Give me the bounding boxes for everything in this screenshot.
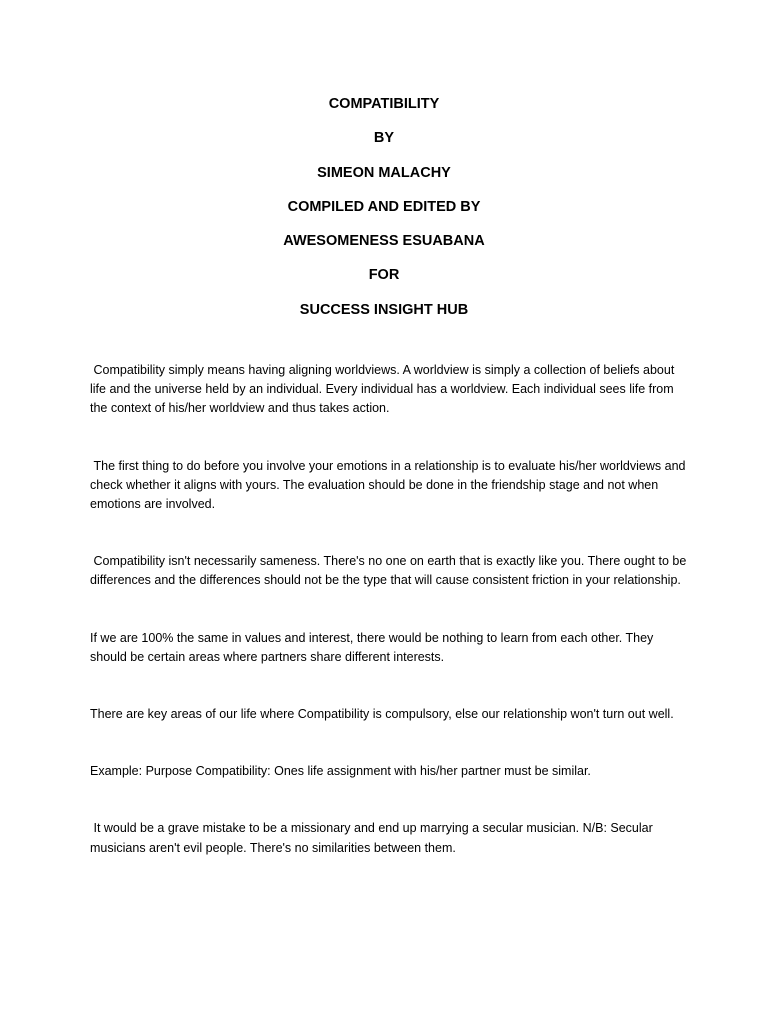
paragraph: If we are 100% the same in values and interest, there would be nothing to learn from each other. They should be certain areas where partners share different interests. bbox=[90, 630, 657, 664]
paragraph: The first thing to do before you involve your emotions in a relationship is to evaluate his/her worldviews and check whether it aligns with yours. The evaluation should be done in the friendship stage and not when emotions are involved. bbox=[90, 458, 689, 512]
paragraph: Compatibility simply means having aligning worldviews. A worldview is simply a collection of beliefs about life and the universe held by an individual. Every individual has a worldview. Each individual sees life from the context of his/her worldview and thus takes action. bbox=[90, 363, 678, 416]
author-line: SIMEON MALACHY bbox=[317, 164, 451, 181]
organization-line: SUCCESS INSIGHT HUB bbox=[299, 301, 469, 318]
editor-line: AWESOMENESS ESUABANA bbox=[283, 233, 485, 250]
title-block bbox=[0, 94, 768, 334]
title-line: COMPATIBILITY bbox=[328, 96, 440, 112]
title-line: COMPILED AND EDITED BY bbox=[287, 198, 481, 215]
paragraph: It would be a grave mistake to be a missionary and end up marrying a secular musician. N/B: Secular musicians aren't evil people. There's no similarities between them. bbox=[90, 821, 657, 855]
title-line: BY bbox=[373, 130, 395, 147]
paragraph: There are key areas of our life where Compatibility is compulsory, else our relationship won't turn out well. bbox=[90, 707, 674, 722]
paragraph: Compatibility isn't necessarily sameness. There's no one on earth that is exactly like you. There ought to be differences and the differences should not be the type that will cause consistent friction in your relationship. bbox=[90, 554, 690, 588]
body-text bbox=[90, 361, 690, 858]
title-line: FOR bbox=[368, 267, 400, 284]
paragraph: Example: Purpose Compatibility: Ones life assignment with his/her partner must be similar. bbox=[90, 764, 591, 779]
